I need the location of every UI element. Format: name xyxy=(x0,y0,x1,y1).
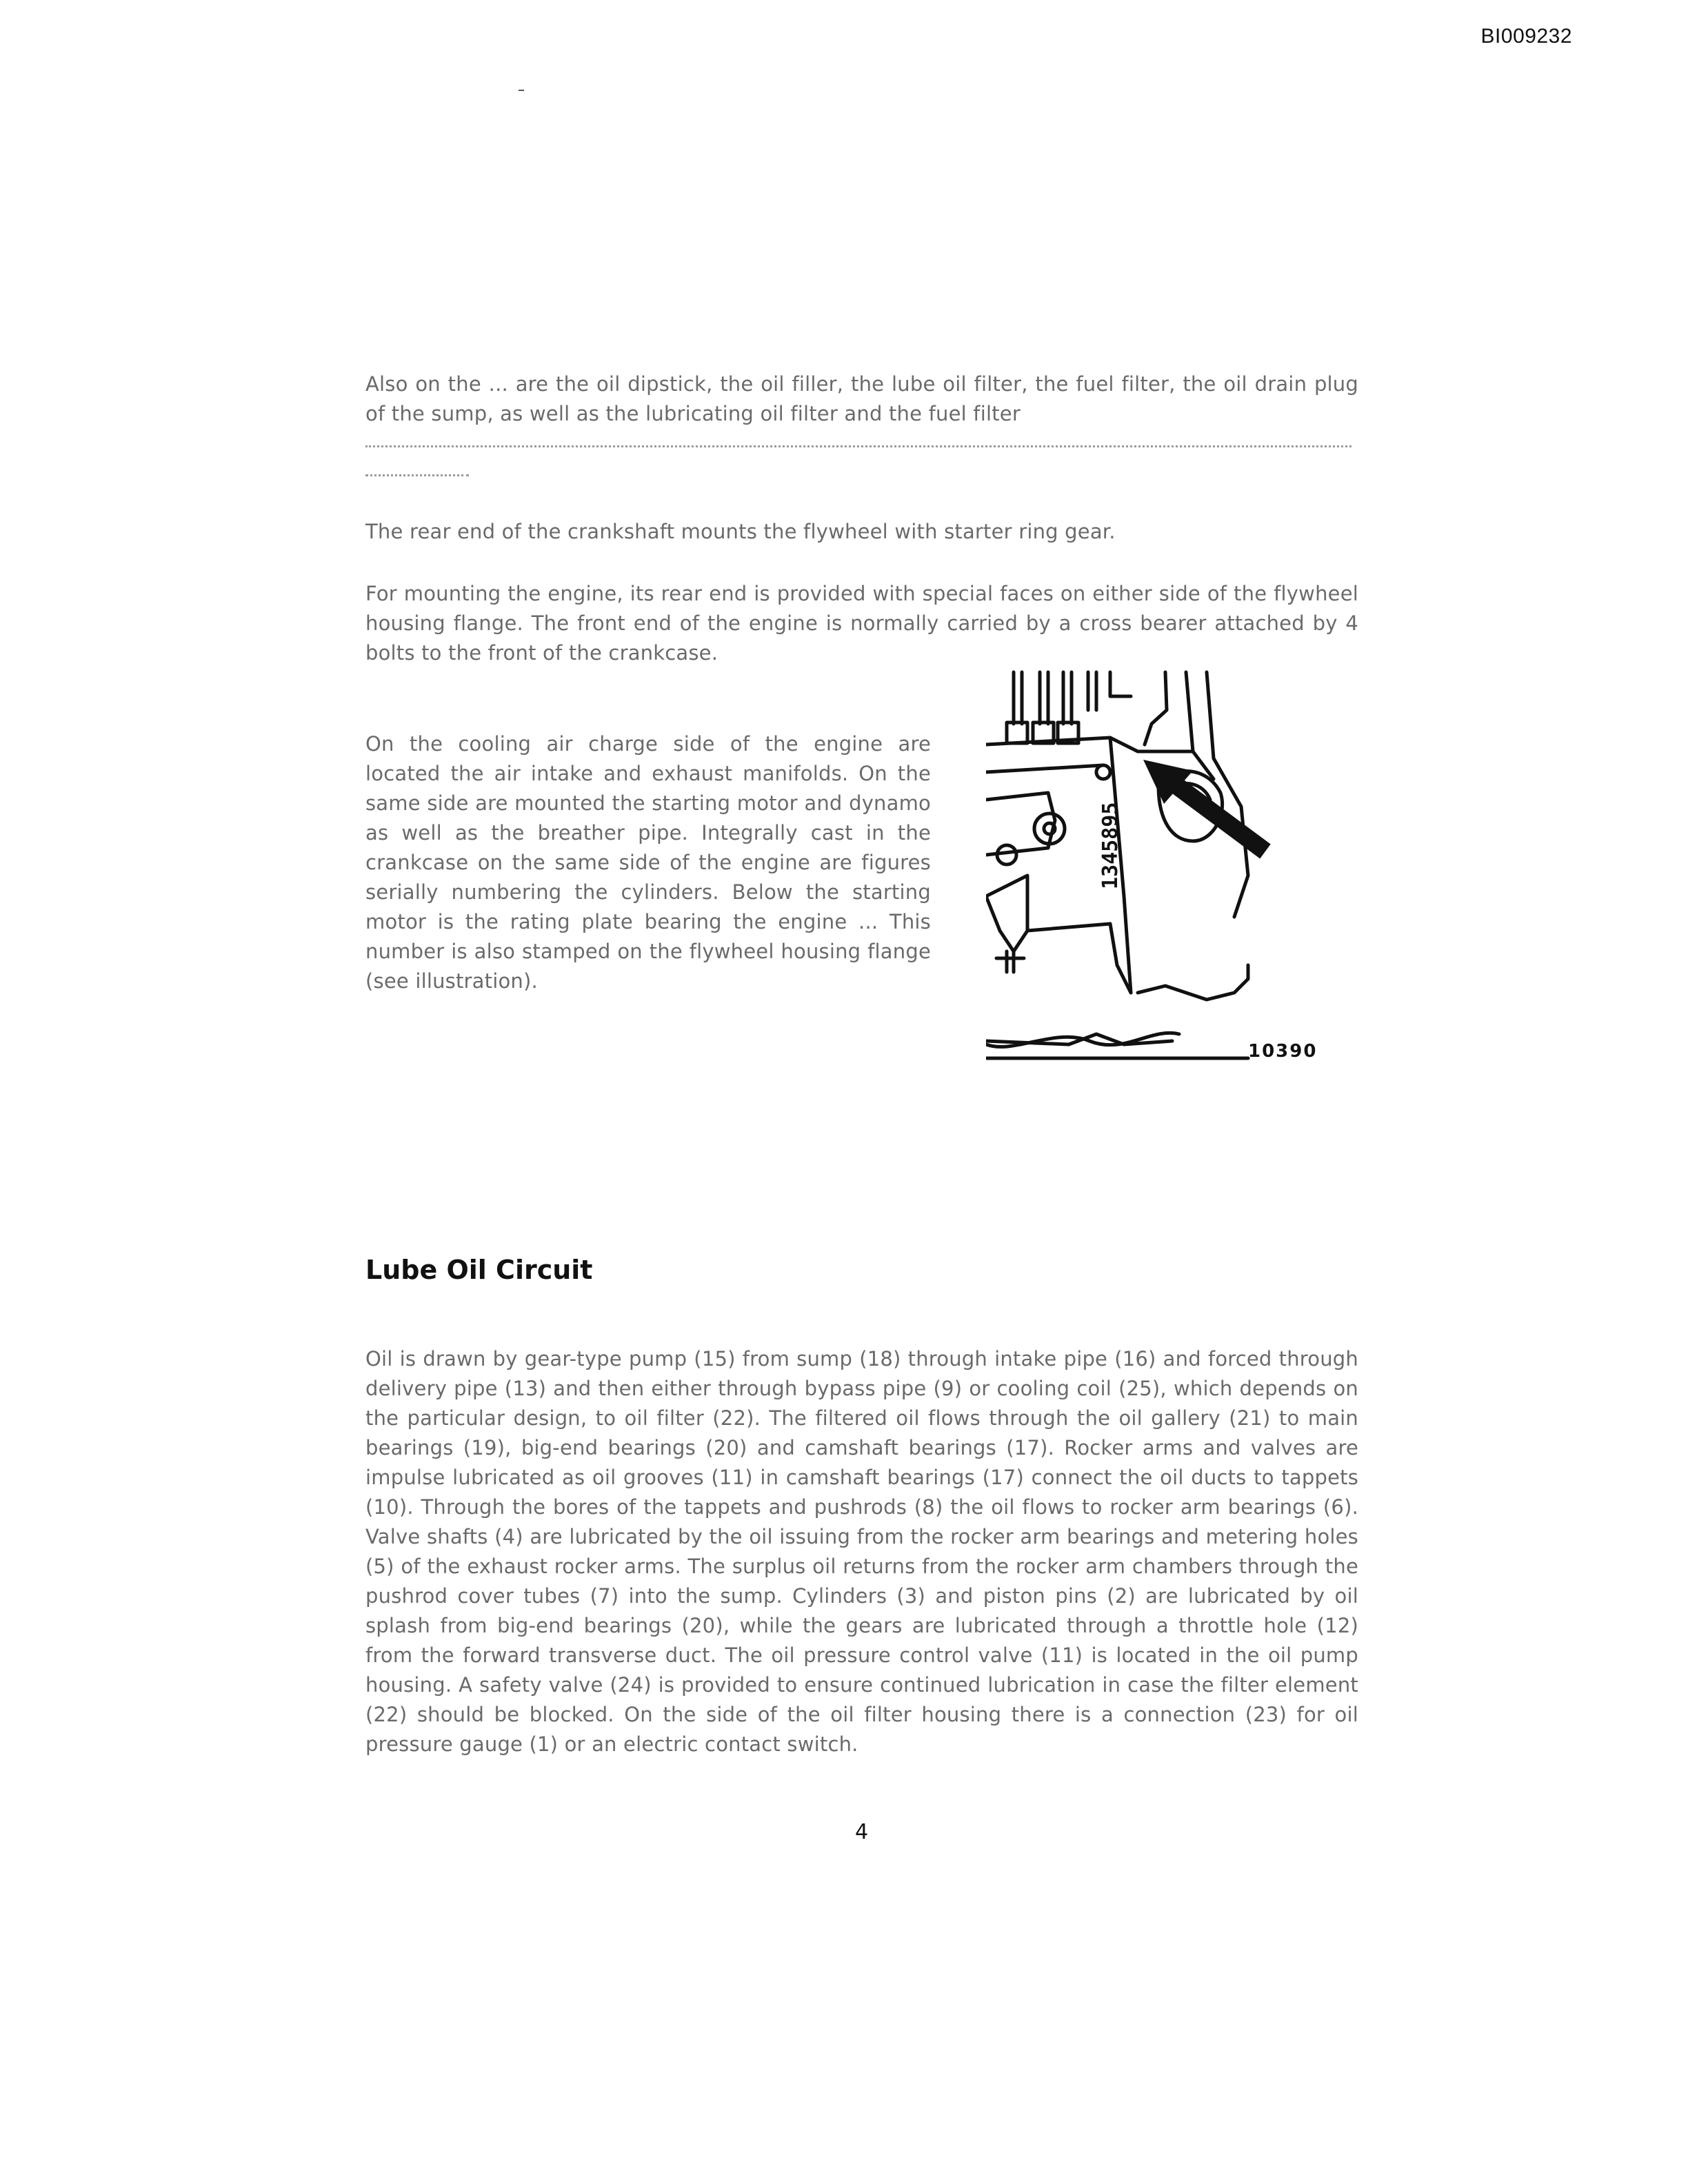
mounting-paragraph: For mounting the engine, its rear end is provided with special faces on either side of the flywheel housing flange. The front end of the engine is normally carried by a cross bearer attached by 4 bolts to the front of the crankcase. xyxy=(365,582,1358,665)
lube-oil-paragraph: Oil is drawn by gear-type pump (15) from sump (18) through intake pipe (16) and forced through delivery pipe (13) and then either through bypass pipe (9) or cooling coil (25), which depends on the particular design, to oil filter (22). The filtered oil flows through the oil gallery (21) to main bearings (19), big-end bearings (20) and camshaft bearings (17). Rocker arms and valves are impulse lubricated as oil grooves (11) in camshaft bearings (17) connect the oil ducts to tappets (10). Through the bores of the tappets and pushrods (8) the oil flows to rocker arm bearings (6). Valve shafts (4) are lubricated by the oil issuing from the rocker arm bearings and metering holes (5) of the exhaust rocker arms. The surplus oil returns from the rocker arm chambers through the pushrod cover tubes (7) into the sump. Cylinders (3) and piston pins (2) are lubricated by oil splash from big-end bearings (20), while the gears are lubricated through a throttle hole (12) from the forward transverse duct. The oil pressure control valve (11) is located in the oil pump housing. A safety valve (24) is provided to ensure continued lubrication in case the filter element (22) should be blocked. On the side of the oil filter housing there is a connection (23) for oil pressure gauge (1) or an electric contact switch. xyxy=(365,1347,1358,1756)
intro-paragraph: Also on the ... are the oil dipstick, the oil filler, the lube oil filter, the fuel filter, the oil drain plug of the sump, as well as the lubricating oil filter and the fuel filter xyxy=(365,372,1358,425)
document-id: BI009232 xyxy=(1480,25,1572,48)
stamped-engine-number: 1345895 xyxy=(1098,802,1123,889)
illegible-line xyxy=(365,445,1352,447)
engine-drawing xyxy=(986,669,1345,1069)
engine-number-illustration xyxy=(986,669,1345,1069)
illegible-line xyxy=(365,474,469,476)
page-number: 4 xyxy=(855,1820,869,1844)
cooling-side-paragraph: On the cooling air charge side of the engine are located the air intake and exhaust manifolds. On the same side are mounted the starting motor and dynamo as well as the breather pipe. Integrally cast in the crankcase on the same side of the engine are figures serially numbering the cylinders. Below the starting motor is the rating plate bearing the engine ... This number is also stamped on the flywheel housing flange (see illustration). xyxy=(365,732,931,993)
flywheel-paragraph: The rear end of the crankshaft mounts the flywheel with starter ring gear. xyxy=(365,520,1116,543)
section-title: Lube Oil Circuit xyxy=(365,1255,593,1285)
figure-number: 10390 xyxy=(1248,1041,1318,1062)
stray-scan-mark xyxy=(519,90,524,91)
